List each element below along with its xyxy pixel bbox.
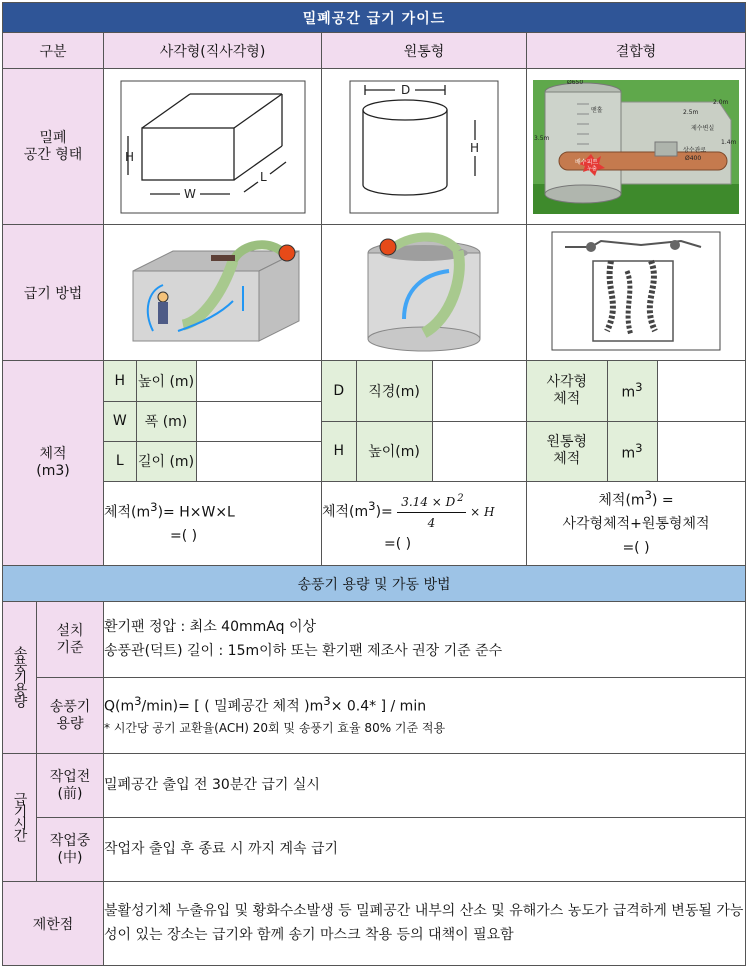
combined-dim-value[interactable] <box>657 421 745 481</box>
cylinder-method-cell <box>322 225 527 361</box>
fan-group-label: 송풍기용량 <box>3 602 37 754</box>
fan-capacity-text: $Q(m^3/\min)=$ [ ( 밀폐공간 체적 )$m^3\times 0.4*$ ] / min * 시간당 공기 교환율(ACH) 20회 및 송풍기 효율 80% 기준 적용 <box>104 678 746 754</box>
rect-dim-symbol: H <box>104 361 136 401</box>
rect-dim-symbol: W <box>104 401 136 441</box>
combo-d650: Ø650 <box>567 79 584 86</box>
combo-d400: Ø400 <box>685 154 702 162</box>
combo-h35: 3.5m <box>534 134 550 142</box>
row-label-shape: 밀폐 공간 형태 <box>3 69 104 225</box>
cylinder-dim-value[interactable] <box>432 421 526 481</box>
header-combined: 결합형 <box>527 33 746 69</box>
before-work-label: 작업전 (前) <box>37 754 104 818</box>
guide-table <box>2 2 746 966</box>
rect-dim-name: 길이 (m) <box>136 441 196 481</box>
combined-dim-unit: $m^3$ <box>607 361 657 421</box>
combo-pipe: 상수관로 <box>683 146 707 154</box>
during-work-label: 작업중 (中) <box>37 818 104 882</box>
combo-burst: 누출 <box>587 165 597 172</box>
cylinder-dim-symbol: H <box>322 421 356 481</box>
rect-box-diagram <box>120 80 306 214</box>
combo-manhole: 맨홀 <box>591 106 603 114</box>
header-rect: 사각형(직사각형) <box>104 33 322 69</box>
combined-structure-image <box>533 80 739 214</box>
limitations-label: 제한점 <box>3 882 104 966</box>
cylinder-diagram <box>349 80 499 214</box>
rect-dim-name: 폭 (m) <box>136 401 196 441</box>
rect-volume-formula: 체적$(m^3)= H\times W\times L$ =( ) <box>104 482 322 566</box>
before-work-text: 밀폐공간 출입 전 30분간 급기 실시 <box>104 754 746 818</box>
page-title: 밀폐공간 급기 가이드 <box>3 3 746 33</box>
rect-dims-cell <box>104 361 322 482</box>
combined-shape-cell <box>527 69 746 225</box>
row-label-method: 급기 방법 <box>3 225 104 361</box>
rect-shape-cell <box>104 69 322 225</box>
combined-dims-cell <box>527 361 746 482</box>
during-work-text: 작업자 출입 후 종료 시 까지 계속 급기 <box>104 818 746 882</box>
combo-leak: 배수피트 <box>575 158 599 166</box>
header-cylinder: 원통형 <box>322 33 527 69</box>
combined-dim-unit: $m^3$ <box>607 421 657 481</box>
combined-ventilation-illustration <box>551 231 721 351</box>
fan-capacity-label: 송풍기 용량 <box>37 678 104 754</box>
rect-h-label: H <box>124 149 134 164</box>
rect-dims-table <box>104 361 321 481</box>
rect-ventilation-illustration <box>123 231 303 351</box>
combined-volume-formula: 체적$(m^3)$ = 사각형체적+원통형체적 =( ) <box>527 482 746 566</box>
section-fan-heading: 송풍기 용량 및 가동 방법 <box>3 566 746 602</box>
combined-dim-value[interactable] <box>657 361 745 421</box>
cylinder-ventilation-illustration <box>354 229 494 353</box>
header-category: 구분 <box>3 33 104 69</box>
rect-dim-value[interactable] <box>196 401 321 441</box>
limitations-text: 불활성기체 누출유입 및 황화수소발생 등 밀폐공간 내부의 산소 및 유해가스 농도가 급격하게 변동될 가능성이 있는 장소는 급기와 함께 송기 마스크 착용 등의 대책이 필요함 <box>104 882 746 966</box>
combined-dim-name: 사각형 체적 <box>527 361 607 421</box>
cylinder-dim-symbol: D <box>322 361 356 421</box>
cylinder-volume-formula: 체적$(m^3)=$ $\frac{3.14 \times D ^2}{4}$ × H =( ) <box>322 482 527 566</box>
rect-method-cell <box>104 225 322 361</box>
install-standard-label: 설치 기준 <box>37 602 104 678</box>
combo-pit: 제수변실 <box>691 124 715 132</box>
cylinder-h-label: H <box>470 140 480 155</box>
cylinder-shape-cell <box>322 69 527 225</box>
cylinder-d-label: D <box>401 82 411 97</box>
cylinder-dim-value[interactable] <box>432 361 526 421</box>
combined-dims-table <box>527 361 745 481</box>
combo-w25: 2.5m <box>683 108 699 116</box>
cylinder-dims-cell <box>322 361 527 482</box>
combo-h14: 1.4m <box>721 138 737 146</box>
rect-dim-name: 높이 (m) <box>136 361 196 401</box>
cylinder-dims-table <box>322 361 526 481</box>
combined-dim-name: 원통형 체적 <box>527 421 607 481</box>
rect-w-label: W <box>183 186 196 201</box>
cylinder-fraction: $\frac{3.14 \times D ^2}{4}$ <box>397 490 465 534</box>
combo-w20: 2.0m <box>713 98 729 106</box>
cylinder-dim-name: 높이(m) <box>356 421 432 481</box>
cylinder-dim-name: 직경(m) <box>356 361 432 421</box>
rect-dim-value[interactable] <box>196 361 321 401</box>
rect-l-label: L <box>259 169 267 184</box>
combined-method-cell <box>527 225 746 361</box>
supply-group-label: 급기시간 <box>3 754 37 882</box>
row-label-volume: 체적 (m3) <box>3 361 104 566</box>
rect-dim-value[interactable] <box>196 441 321 481</box>
rect-dim-symbol: L <box>104 441 136 481</box>
install-standard-text: 환기팬 정압 : 최소 40mmAq 이상 송풍관(덕트) 길이 : 15m이하 또는 환기팬 제조사 권장 기준 준수 <box>104 602 746 678</box>
